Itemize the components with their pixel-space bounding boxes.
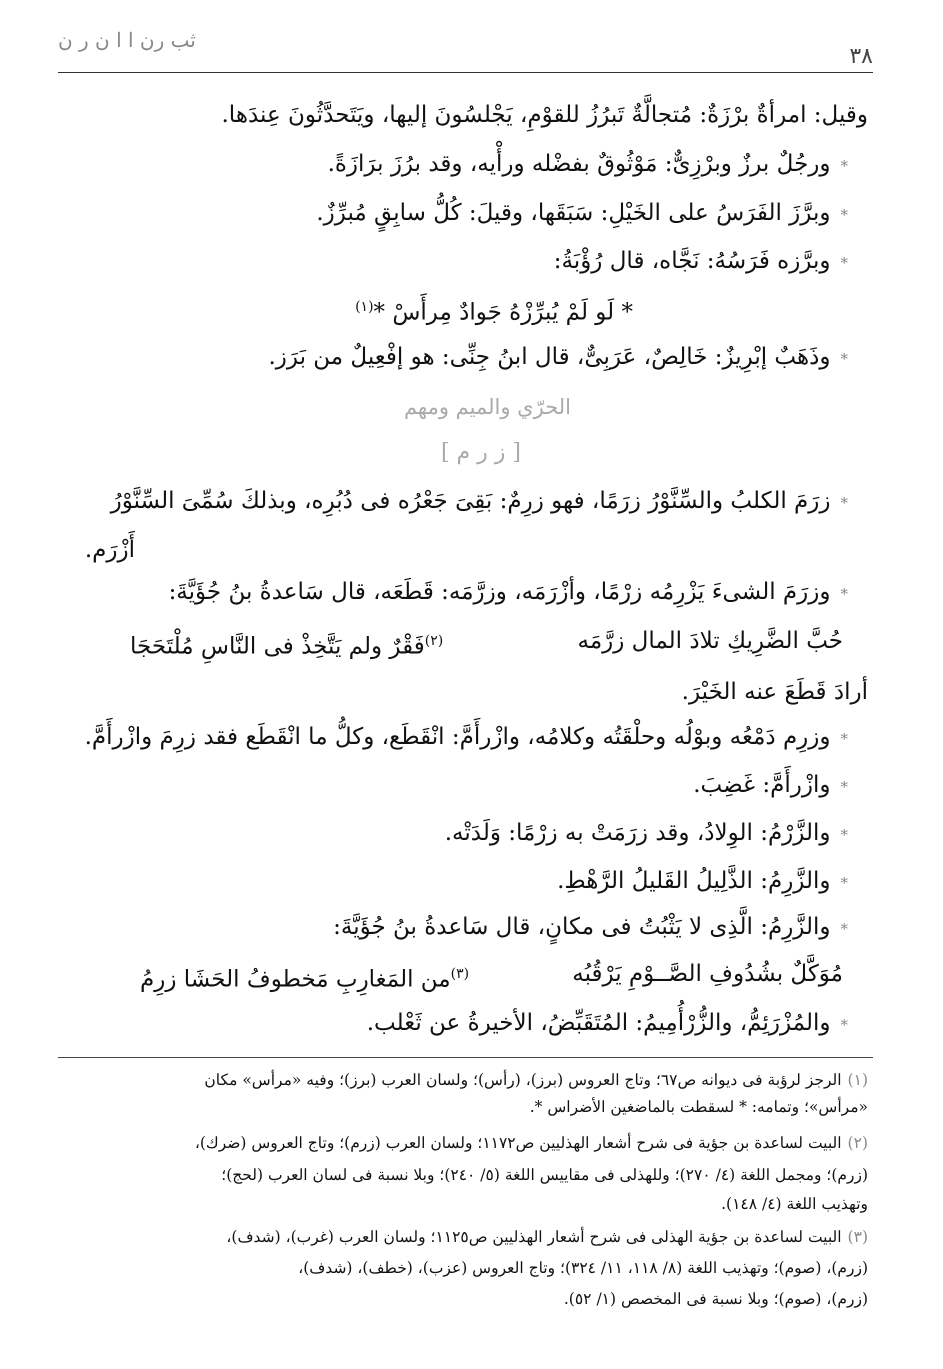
text-line: أرادَ قَطَعَ عنه الخَيْرَ. xyxy=(681,679,868,705)
footnote: (زرم)، (صوم)؛ وبلا نسبة فى المخصص (١/ ٥٢). xyxy=(563,1290,868,1308)
entry-marker-icon: * xyxy=(840,1016,848,1034)
footnote: (زرم)؛ ومجمل اللغة (٤/ ٢٧٠)؛ وللهذلى فى مقاييس اللغة (٥/ ٢٤٠)؛ وبلا نسبة فى لسان العرب (لحج)؛ xyxy=(221,1166,868,1184)
text-line: *والزَّرْمُ: الوِلادُ، وقد زرَمَتْ به زرْمًا: وَلَدَتْه. xyxy=(444,820,848,846)
verse-hemistich-right: مُوَكَّلٌ بشُدُوفِ الصَّــوْمِ يَرْقُبُه xyxy=(572,961,843,987)
verse-hemistich-left: $^{(٣)}$من المَغارِبِ مَخطوفُ الحَشَا زرِمُ xyxy=(140,966,470,993)
footnote: وتهذيب اللغة (٤/ ١٤٨). xyxy=(721,1195,868,1213)
entry-marker-icon: * xyxy=(840,826,848,844)
footnote-number: (١) xyxy=(847,1071,868,1089)
header-rule xyxy=(58,72,873,73)
footnote-ref: (٣) xyxy=(450,966,470,982)
section-heading-zrm: [ ز ر م ] xyxy=(440,440,521,465)
text-line: *وزرَمَ الشىءَ يَزْرِمُه زرْمًا، وأزْرَمَه، وزرَّمَه: قَطَعَه، قال سَاعدةُ بنُ جُؤَيَّةَ: xyxy=(168,579,848,605)
text-line: وقيل: امرأةٌ برْزَةٌ: مُتجالَّةٌ تَبرُزُ للقوْمِ، يَجْلسُونَ إليها، ويَتَحدَّثُونَ عِندَها. xyxy=(221,102,868,128)
footnote: (١)الرجز لرؤبة فى ديوانه ص٦٧؛ وتاج العروس (برز)، (رأس)؛ ولسان العرب (برز)؛ وفيه «مرأس» مكان xyxy=(204,1071,868,1089)
footnote-ref: (٢) xyxy=(424,633,444,649)
text-line: *وازْرأَمَّ: غَضِبَ. xyxy=(693,772,848,798)
footnote: (٣)البيت لساعدة بن جؤية الهذلى فى شرح أشعار الهذليين ص١١٢٥؛ ولسان العرب (غرب)، (شدف)، xyxy=(226,1228,868,1246)
entry-marker-icon: * xyxy=(840,730,848,748)
text-line: *وذَهَبٌ إبْرِيزٌ: خَالِصٌ، عَرَبِىٌّ، قال ابنُ جِنِّى: هو إفْعِيلٌ من بَرَز. xyxy=(268,344,848,370)
running-head: ثب رن ا ا ن ر ن xyxy=(58,28,196,52)
verse-line: * لَو لَمْ يُبرِّزْهُ جَوادٌ مِرأَسْ *$^{(١)}$ xyxy=(355,299,633,326)
footnote-ref: (١) xyxy=(355,299,374,315)
text-line: *والزَّرِمُ: الذَّلِيلُ القَليلُ الرَّهْطِ. xyxy=(557,868,848,894)
text-line: *وبرَّزَ الفَرَسُ على الخَيْلِ: سَبَقَها، وقيلَ: كُلُّ سابِقٍ مُبرِّزٌ. xyxy=(316,200,848,226)
footnote-rule xyxy=(58,1057,873,1058)
verse-hemistich-right: حُبَّ الضَّرِيكِ تلادَ المال زرَّمَه xyxy=(577,628,843,654)
text-line: *زرَمَ الكلبُ والسِّنَّوْرُ زرَمًا، فهو زرِمٌ: بَقِىَ جَعْرُه فى دُبُرِه، وبذلكَ سُمِّىَ السِّنَّوْرُ xyxy=(110,488,848,514)
footnote-number: (٢) xyxy=(847,1134,868,1152)
entry-marker-icon: * xyxy=(840,157,848,175)
page-number: ٣٨ xyxy=(849,44,873,69)
verse-hemistich-left: $^{(٢)}$فَقْرٌ ولم يَتَّخِذْ فى النَّاسِ مُلْتَحَجَا xyxy=(130,633,444,660)
entry-marker-icon: * xyxy=(840,206,848,224)
text-line: *والزَّرِمُ: الَّذِى لا يَثْبُتُ فى مكانٍ، قال سَاعدةُ بنُ جُؤَيَّةَ: xyxy=(333,914,848,940)
footnote-number: (٣) xyxy=(847,1228,868,1246)
footnote: (زرم)، (صوم)؛ وتهذيب اللغة (٨/ ١١٨، ١١/ ٣٢٤)؛ وتاج العروس (عزب)، (خطف)، (شدف)، xyxy=(298,1259,868,1277)
entry-marker-icon: * xyxy=(840,494,848,512)
footnote: «مرأس»؛ وتمامه: * لسقطت بالماضغين الأضراس *. xyxy=(529,1098,868,1116)
text-line: *ورجُلٌ برزٌ وبرْزِىٌّ: مَوْثُوقٌ بفضْله ورأْيه، وقد برُزَ برَازَةً. xyxy=(327,151,848,177)
entry-marker-icon: * xyxy=(840,350,848,368)
entry-marker-icon: * xyxy=(840,920,848,938)
entry-marker-icon: * xyxy=(840,254,848,272)
section-heading-faded: الحرّي والميم ومهم xyxy=(403,395,571,419)
text-line: *والمُزْرَئِمُّ، والزُّرْأُمِيمُ: المُتَقَبِّضُ، الأخيرةُ عن ثَعْلب. xyxy=(366,1010,848,1036)
entry-marker-icon: * xyxy=(840,585,848,603)
entry-marker-icon: * xyxy=(840,778,848,796)
text-line: *وزرِم دَمْعُه وبوْلُه وحلْقَتُه وكلامُه، وازْرأَمَّ: انْقَطَع، وكلُّ ما انْقَطَع فقد زرِمَ وازْرأَمَّ. xyxy=(84,724,848,750)
text-line: *وبرَّزه فَرَسُهُ: نَجَّاه، قال رُؤْبَةُ: xyxy=(553,248,848,274)
entry-marker-icon: * xyxy=(840,874,848,892)
text-line: أَزْرَم. xyxy=(84,537,135,563)
footnote: (٢)البيت لساعدة بن جؤية فى شرح أشعار الهذليين ص١١٧٢؛ ولسان العرب (زرم)؛ وتاج العروس (ضرك)، xyxy=(194,1134,868,1152)
